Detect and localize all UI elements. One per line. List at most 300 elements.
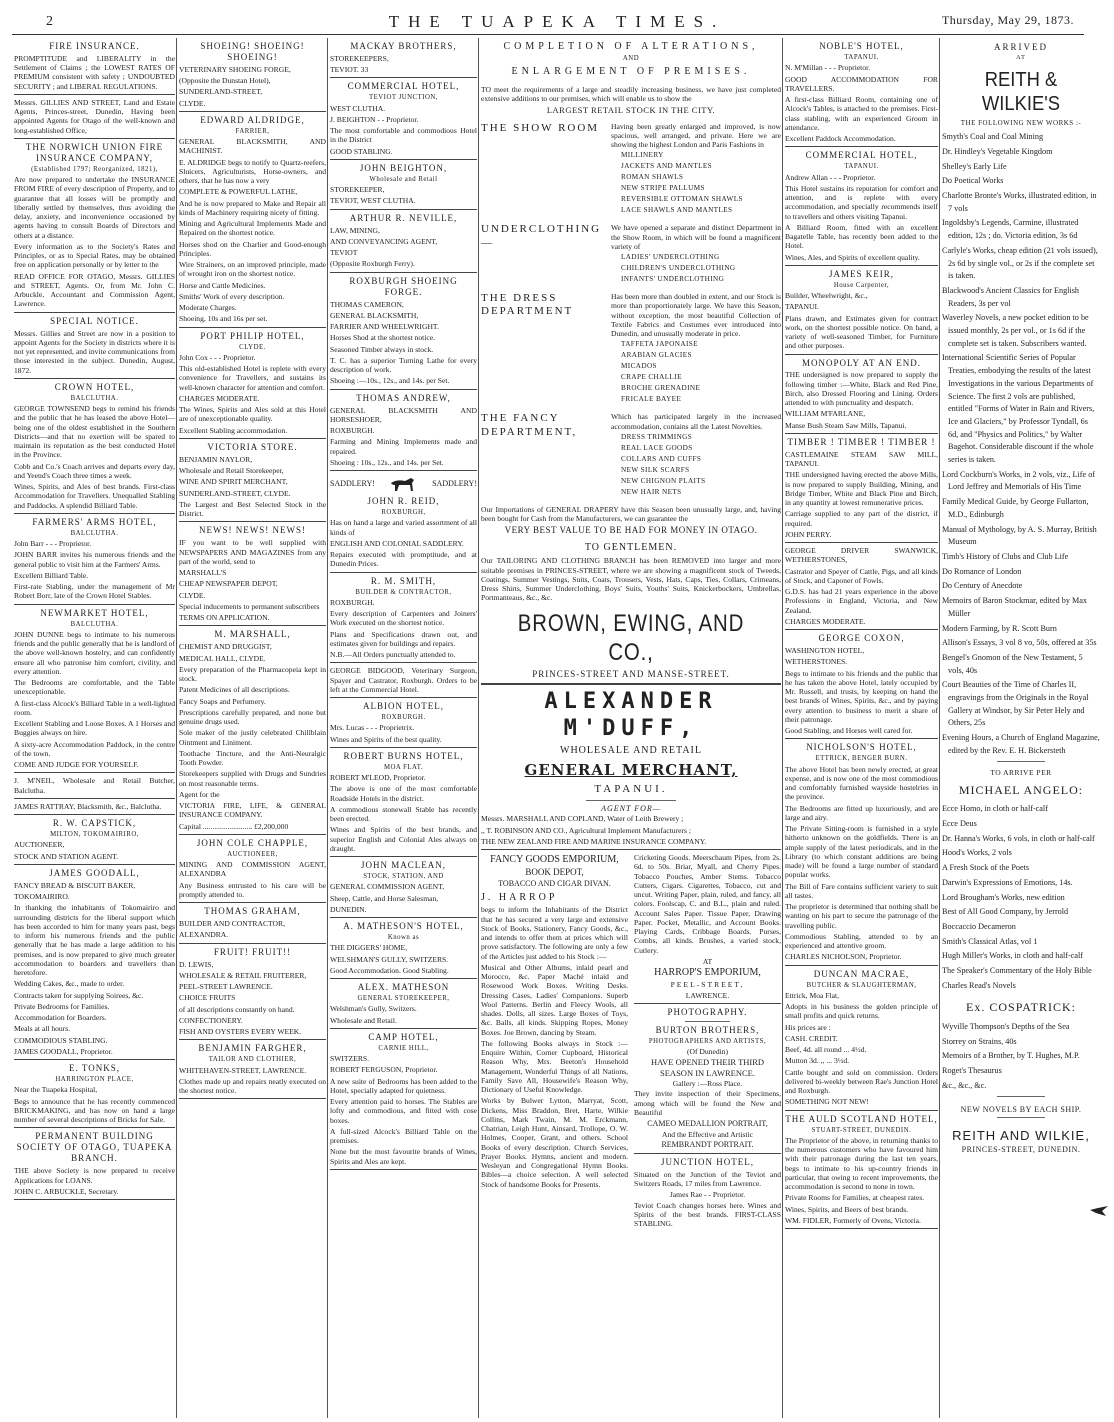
ad-subheading: HARRINGTON PLACE, <box>55 1076 134 1084</box>
junction-proprietor: James Rae - - Proprietor. <box>669 1190 746 1200</box>
department-item: JACKETS AND MANTLES <box>621 162 713 171</box>
divider <box>14 94 175 95</box>
ad-text: MINING AND COMMISSION AGENT, ALEXANDRA <box>179 860 326 879</box>
ad-subheading: BALCLUTHA. <box>70 394 119 402</box>
ad-text: Storekeepers supplied with Drugs and Sundries on most reasonable terms. <box>179 769 326 788</box>
ad-text: Private Rooms for Families, at cheapest rates. <box>785 1193 925 1203</box>
ad-text: Horses shod on the Charlier and Good-enough Principles. <box>179 239 326 258</box>
advertisement <box>785 41 938 143</box>
divider <box>785 629 938 630</box>
book-item: Family Medical Guide, by George Fullarton, M.D., Edinburgh <box>942 497 1089 519</box>
advertisement <box>330 1032 477 1166</box>
divider <box>785 738 938 739</box>
ad-text: Good Accommodation. Good Stabling. <box>330 965 449 975</box>
advertisement <box>14 818 175 861</box>
divider <box>481 849 781 850</box>
ad-text: The Private Sitting-room is furnished in a style hitherto unknown on the goldfields. There is an ample supply of the latest periodicals, and in the Library (to which constant additions are being made) will be found a large number of standard popular works. <box>785 824 938 880</box>
ad-heading: MONOPOLY AT AN END. <box>801 357 922 368</box>
column-rule <box>939 38 940 1418</box>
divider <box>330 572 477 573</box>
ad-text: This Hotel sustains its reputation for comfort and attention, and is replete with every accommodation, and specially recommends itself to travellers and others visiting Tapanui. <box>785 183 938 221</box>
ad-text: THE above Society is now prepared to receive Applications for LOANS. <box>14 1166 175 1185</box>
department-item: NEW CHIGNON PLAITS <box>621 476 706 485</box>
ad-text: AUCTIONEER, <box>14 840 65 850</box>
department <box>481 292 781 406</box>
book-item: Hood's Works, 2 vols <box>942 848 1012 858</box>
department-item: COLLARS AND CUFFS <box>621 454 702 463</box>
department-item: REAL LACE GOODS <box>621 443 693 452</box>
book-item: Wyville Thompson's Depths of the Sea <box>942 1022 1070 1032</box>
ad-text: Ettrick, Moa Flat, <box>785 990 839 1000</box>
ad-text: CHARLES NICHOLSON, Proprietor. <box>785 952 902 962</box>
ad-heading: M. MARSHALL, <box>214 629 291 640</box>
general-merchant-heading: GENERAL MERCHANT, <box>524 761 738 780</box>
divider <box>179 625 326 626</box>
ad-text: The proprietor is determined that nothing shall be wanting on his part to secure the patronage of the travelling public. <box>785 902 938 930</box>
book-depot-heading: BOOK DEPOT, <box>525 867 584 878</box>
ad-text: WASHINGTON HOTEL, <box>785 646 865 656</box>
ad-subheading: CLYDE. <box>239 343 266 351</box>
divider <box>785 542 938 543</box>
ad-text: Capital .......................... £2,200,000 <box>179 821 289 831</box>
department-item: DRESS TRIMMINGS <box>621 432 693 441</box>
ad-subheading: ETTRICK, BENGER BURN. <box>815 755 908 763</box>
divider <box>330 662 477 663</box>
harrop-books-stock: The following Books always in Stock :—Enquire Within, Corner Cupboard, Historical Reason Why, Mrs. Beeton's Household Management, Wonderful Things of all Nations, Family Save All, Housewife's Reason Why, Dictionary of Useful Knowledge. <box>481 1038 628 1095</box>
ad-text: LAW, MINING, <box>330 225 380 235</box>
column-3 <box>330 38 477 1420</box>
ad-text: MARSHALL'S <box>179 568 227 578</box>
divider <box>14 513 175 514</box>
ad-heading: R. M. SMITH, <box>370 575 437 586</box>
ad-text: A full-sized Alcock's Billiard Table on the premises. <box>330 1126 477 1146</box>
department-text: We have opened a separate and distinct Department in the Show Room, in which will be found a magnificent variety of <box>611 223 781 251</box>
harrop-name: J. HARROP <box>481 892 558 904</box>
tailoring-paragraph: Our TAILORING AND CLOTHING BRANCH has been REMOVED into larger and more suitable premises in PRINCES-STREET, where we are showing a magnificent stock of Tweeds, Coatings, Summer Vestings, Suits, Coats, Trousers, Vests, Hats, Caps, Ties, Collars, Crimeans, Dress Shirts, Summer Underclothing, Boys' Suits, Youths' Suits, Knickerbockers, Umbrellas, Portmanteaus, &c., &c. <box>481 556 781 603</box>
ad-text: CASH. CREDIT. <box>785 1033 838 1043</box>
ad-text: Smiths' Work of every description. <box>179 291 285 301</box>
ship-cospatrick: Ex. COSPATRICK: <box>966 1000 1076 1015</box>
divider <box>179 111 326 112</box>
divider <box>330 209 477 210</box>
advertisement <box>330 276 477 386</box>
divider <box>785 433 938 434</box>
ad-text: Excellent Stabling and Loose Boxes. A 1 Horses and Buggies always on hire. <box>14 719 175 738</box>
book-item: Lord Cockburn's Works, in 2 vols, viz., Life of Lord Jeffrey and Memorials of His Time <box>942 469 1096 492</box>
mduff-town: TAPANUI. <box>594 783 668 796</box>
ad-text: Are now prepared to undertake the INSURANCE FROM FIRE of every description of Property, and to guarantee that all losses will be promptly and liberally settled by themselves, thus avoiding the delay, anxiety, and inconvenience occasioned by agents having to consult Boards of Directors and others at a distance. <box>14 175 175 240</box>
ad-heading: THE NORWICH UNION FIRE INSURANCE COMPANY, <box>25 141 164 163</box>
brown-ewing-name: BROWN, EWING, AND CO., <box>517 609 745 666</box>
ad-text: Every description of Carpenters and Joiners' Work executed on the shortest notice. <box>330 609 477 628</box>
ad-heading: TIMBER ! TIMBER ! TIMBER ! <box>787 436 936 447</box>
ad-text: JOHN C. ARBUCKLE, Secretary. <box>14 1186 119 1196</box>
ad-text: TERMS ON APPLICATION. <box>179 613 270 623</box>
ad-text: FARRIER AND WHEELWRIGHT. <box>330 322 439 332</box>
ad-subheading: BALCLUTHA. <box>70 620 119 628</box>
book-item: A Fresh Stock of the Poets <box>942 863 1030 873</box>
department-item: LACE SHAWLS AND MANTLES <box>621 206 733 215</box>
ad-text: STOREKEEPER, <box>330 185 385 195</box>
ad-text: FANCY BREAD & BISCUIT BAKER, <box>14 880 136 890</box>
ad-text: JOHN PERRY. <box>785 529 832 539</box>
ad-text: WEST CLUTHA. <box>330 103 386 113</box>
column-1 <box>14 38 175 1420</box>
book-item: Charles Read's Novels <box>942 980 1016 990</box>
department-item: CHILDREN'S UNDERCLOTHING <box>621 264 736 273</box>
ad-heading: DUNCAN MACRAE, <box>813 968 910 979</box>
ad-text: STOREKEEPERS, <box>330 53 389 63</box>
department-text: Having been greatly enlarged and improved, is now spacious, well arranged, and private. Here we are showing the highest London and Paris Fashions in <box>611 121 781 150</box>
department <box>481 223 781 286</box>
ad-text: of all descriptions constantly on hand. <box>179 1004 295 1014</box>
ad-text: Excellent Stabling accommodation. <box>179 425 288 435</box>
divider <box>179 1039 326 1040</box>
department-item: INFANTS' UNDERCLOTHING <box>621 275 725 284</box>
ad-text: SUNDERLAND-STREET, CLYDE. <box>179 488 291 498</box>
ad-heading: SHOEING! SHOEING! SHOEING! <box>200 41 305 62</box>
agencies-list <box>481 814 781 846</box>
advertisement <box>14 142 175 309</box>
ad-text: Wines, Spirits, and Ales of best brands. First-class Accommodation for Travellers. Unequalled Stabling and Paddocks. A splendid Billiard Table. <box>14 482 175 510</box>
best-value-line: VERY BEST VALUE TO BE HAD FOR MONEY IN OTAGO. <box>504 525 758 536</box>
headline: ENLARGEMENT OF PREMISES. <box>511 66 751 78</box>
ad-text: Mrs. Lucas - - - Proprietrix. <box>330 723 415 733</box>
ad-text: CLYDE. <box>179 98 206 108</box>
ad-text: The Largest and Best Selected Stock in the District. <box>179 499 326 519</box>
department-item: MICADOS <box>621 362 657 371</box>
agency-line: Messrs. MARSHALL AND COPLAND, Water of Leith Brewery ; <box>481 814 684 824</box>
book-item: Carlyle's Works, cheap edition (21 vols issued), 2s 6d by single vol., or 2s if the complete set is taken. <box>942 245 1098 281</box>
gentlemen-heading: TO GENTLEMEN. <box>584 542 678 554</box>
ad-heading: VICTORIA STORE. <box>207 441 298 452</box>
ad-text: Carriage supplied to any part of the district, if required. <box>785 509 938 528</box>
divider <box>330 272 477 273</box>
advertisement <box>330 163 477 206</box>
book-item: Ingoldsby's Legends, Carmine, illustrated edition, 12s ; do. Victoria edition, 3s 6d <box>942 218 1079 241</box>
ad-subheading: STUART-STREET, DUNEDIN. <box>811 1126 912 1134</box>
ad-text: GENERAL COMMISSION AGENT, <box>330 882 445 892</box>
advertisement <box>785 358 938 430</box>
department-item: ARABIAN GLACIES <box>621 351 692 360</box>
department-item: NEW SILK SCARFS <box>621 465 690 474</box>
ad-text: THE undersigned is now prepared to supply the following timber :—White, Black and Red Pine, Birch, also Dressed Flooring and Lining. Orders attended to with punctuality and despatch. <box>785 370 938 408</box>
ad-heading: JOHN MACLEAN, <box>361 860 446 871</box>
ad-text: CHARGES MODERATE. <box>785 616 866 626</box>
arrived-label: ARRIVED <box>994 42 1048 52</box>
column-5 <box>785 38 938 1420</box>
advertisement <box>330 41 477 74</box>
ad-text: None but the most favourite brands of Wines, Spirits and Ales are kept. <box>330 1147 477 1166</box>
advertisement <box>785 969 938 1107</box>
divider <box>634 1153 781 1154</box>
ad-text: Horse and Cattle Medicines. <box>179 280 266 290</box>
divider <box>14 604 175 605</box>
ad-text: AND CONVEYANCING AGENT, <box>330 236 438 246</box>
department-label: THE DRESS DEPARTMENT <box>481 292 574 318</box>
book-item: Best of All Good Company, by Jerrold <box>942 907 1069 917</box>
advertisement <box>14 868 175 1056</box>
ad-heading: BENJAMIN FARGHER, <box>198 1043 307 1054</box>
ad-text: Cattle bought and sold on commission. Orders delivered bi-weekly between Rae's Junction Hotel and Roxburgh. <box>785 1067 938 1096</box>
ad-text: THE DIGGERS' HOME, <box>330 943 408 953</box>
ad-subheading: GENERAL STOREKEEPER, <box>357 995 450 1003</box>
book-item: Hugh Miller's Works, in cloth and half-calf <box>942 951 1083 961</box>
ad-text: (Opposite Roxburgh Ferry). <box>330 259 415 269</box>
divider <box>14 814 175 815</box>
ad-text: JAMES GOODALL, Proprietor. <box>14 1046 113 1056</box>
importations-paragraph: Our Importations of GENERAL DRAPERY have this Season been unusually large, and, having been bought for Cash from the Manufacturers, we can guarantee the <box>481 504 781 524</box>
ad-text: Any Business entrusted to his care will be promptly attended to. <box>179 880 326 899</box>
ad-heading: FIRE INSURANCE. <box>49 41 140 51</box>
divider <box>785 1228 938 1229</box>
ad-text: GOOD ACCOMMODATION FOR TRAVELLERS. <box>785 74 938 93</box>
ad-text: First-rate Stabling, under the management of Mr Robert Borr, late of the Crown Hotel Stables. <box>14 582 175 601</box>
ad-heading: CAMP HOTEL, <box>368 1031 439 1042</box>
book-item: Waverley Novels, a new pocket edition to be issued monthly, 2s per vol., or 1s 6d if the complete set is taken. Subscribers wanted. <box>942 313 1089 348</box>
ad-text: Wholesale and Retail Storekeeper, <box>179 466 284 476</box>
mduff-name: ALEXANDER M'DUFF, <box>544 689 718 741</box>
ad-subheading: TAPANUI. <box>844 53 879 61</box>
ad-text: BENJAMIN NAYLOR, <box>179 454 253 464</box>
ad-text: WINE AND SPIRIT MERCHANT, <box>179 477 288 487</box>
horse-icon <box>387 475 421 493</box>
advertisement <box>785 546 938 626</box>
book-item: &c., &c., &c. <box>942 1080 987 1090</box>
department-body <box>611 223 781 286</box>
ad-text: His prices are : <box>785 1022 831 1032</box>
ad-heading: JOHN BEIGHTON, <box>359 162 448 173</box>
departments <box>481 122 781 499</box>
column-2 <box>179 38 326 1420</box>
ad-text: COMPLETE & POWERFUL LATHE, <box>179 187 298 197</box>
department-body <box>611 122 781 218</box>
divider <box>330 978 477 979</box>
ad-heading: PERMANENT BUILDING SOCIETY OF OTAGO, TUAPEKA BRANCH. <box>16 1131 173 1164</box>
ad-text: SUNDERLAND-STREET, <box>179 87 263 97</box>
ad-text: Meals at all hours. <box>14 1024 71 1034</box>
ad-text: John Barr - - - Proprietor. <box>14 539 92 549</box>
ad-text: Wines and Spirits of the best quality. <box>330 734 442 744</box>
divider <box>14 312 175 313</box>
advertisement <box>785 742 938 961</box>
ad-text: PROMPTITUDE and LIBERALITY in the Settlement of Claims ; the LOWEST RATES OF PREMIUM consistent with safety ; UNDOUBTED SECURITY ; and LIBERAL REGULATIONS. <box>14 53 175 91</box>
ad-text: The Bill of Fare contains sufficient variety to suit all tastes. <box>785 881 938 900</box>
divider <box>14 864 175 865</box>
ad-text: N.B.—All Orders punctually attended to. <box>330 650 456 660</box>
ad-text: GENERAL BLACKSMITH, <box>330 310 419 320</box>
ad-text: CHEMIST AND DRUGGIST, <box>179 642 272 652</box>
ad-text: Farming and Mining Implements made and repaired. <box>330 437 477 456</box>
masthead-rule <box>12 34 1084 35</box>
ad-heading: ALEX. MATHESON <box>357 982 450 993</box>
ad-text: Wines, Ales, and Spirits of excellent quality. <box>785 252 920 262</box>
ad-text: TEVIOT. 33 <box>330 65 369 75</box>
column-6-reith-wilkie <box>942 38 1100 1420</box>
book-item: Lord Brougham's Works, new edition <box>942 892 1065 902</box>
ad-text: ROBERT M'LEOD, Proprietor. <box>330 773 426 783</box>
ad-heading: E. TONKS, <box>69 1063 120 1074</box>
ad-text: Wines, Spirits, and Beers of best brands. <box>785 1204 909 1214</box>
ad-subheading: AUCTIONEER, <box>227 850 278 858</box>
department-body <box>611 412 781 499</box>
divider <box>997 761 1044 762</box>
book-item: Roget's Thesaurus <box>942 1066 1002 1076</box>
advertisement <box>330 576 477 660</box>
ad-heading: NEWS! NEWS! NEWS! <box>199 525 306 536</box>
ad-text: Begs to intimate to his friends and the public that he has taken the above Hotel, lately occupied by Mr. Russell, and trusts, by keeping on hand the best brands of Wines, Spirits, &c., and by paying every attention to business to merit a share of their patronage. <box>785 668 938 724</box>
book-item: International Scientific Series of Popular Treaties, embodying the results of the latest Investigations in the various Departments of Science. The first 2 vols are published, entitled "Forms of Water in Rain and Rivers, Ice and Glaciers," by Professor Tyndall, 6s 6d, and "Physics and Politics," by Walter Bagehot. Considerable discount if the whole series is taken. <box>942 353 1095 465</box>
burton-heading: BURTON BROTHERS, <box>655 1024 760 1035</box>
ad-text: This old-established Hotel is replete with every convenience for Travellers, and sustains its well-known character for attention and comfort. <box>179 364 326 392</box>
advertisement <box>785 269 938 351</box>
ad-text: Manse Bush Steam Saw Mills, Tapanui. <box>785 420 907 430</box>
brown-ewing-advertisement <box>481 41 781 680</box>
ad-text: Special inducements to permanent subscribers <box>179 601 320 611</box>
divider <box>179 327 326 328</box>
book-item: Smith's Classical Atlas, vol 1 <box>942 936 1038 946</box>
divider <box>14 378 175 379</box>
intro-paragraph: TO meet the requirements of a large and steadily increasing business, we have just completed extensive additions to our premises, which will enable us to show the <box>481 84 781 103</box>
department-item: ROMAN SHAWLS <box>621 173 684 182</box>
agency-line: ,, T. ROBINSON AND CO., Agricultural Implement Manufacturers ; <box>481 825 691 835</box>
ad-text: GEORGE BIDGOOD, Veterinary Surgeon, Spayer and Castrator, Roxburgh. Orders to be left at the Commercial Hotel. <box>330 666 477 694</box>
ad-text: SOMETHING NOT NEW! <box>785 1097 869 1107</box>
ad-text: TEVIOT <box>330 248 358 258</box>
book-list-michael-angelo <box>942 803 1100 992</box>
book-item: Evening Hours, a Church of England Magazine, edited by the Rev. E. H. Bickersteth <box>942 733 1100 755</box>
department-item: MILLINERY <box>621 151 664 160</box>
ad-text: GOOD STABLING. <box>330 146 393 156</box>
advertisement <box>14 382 175 510</box>
ad-text: MEDICAL HALL, CLYDE. <box>179 653 266 663</box>
divider <box>330 470 477 471</box>
newspaper-title: THE TUAPEKA TIMES. <box>388 12 726 31</box>
ad-heading: A. MATHESON'S HOTEL, <box>343 921 464 932</box>
tobacco-heading: TOBACCO AND CIGAR DIVAN. <box>498 879 611 889</box>
headline-connector: AND <box>622 55 640 63</box>
book-item: Ecce Deus <box>942 819 977 829</box>
department-item: CRAPE CHALLIE <box>621 373 682 382</box>
ad-text: A first-class Alcock's Billiard Table in a well-lighted room. <box>14 698 175 717</box>
ad-text: Mutton 3d. ,, ... 3½d. <box>785 1056 850 1066</box>
rembrandt-prefix: And the Effective and Artistic <box>662 1129 753 1139</box>
harrop-left-column <box>481 853 628 1230</box>
burton-season: HAVE OPENED THEIR THIRD SEASON IN LAWRENCE. <box>650 1057 765 1078</box>
ad-text: SWITZERS. <box>330 1054 370 1064</box>
saddlery-banner <box>330 475 477 493</box>
ad-text: The above is one of the most comfortable Roadside Hotels in the district. <box>330 784 477 803</box>
advertisement <box>179 115 326 324</box>
brown-ewing-address: PRINCES-STREET AND MANSE-STREET. <box>532 669 730 680</box>
book-item: Manual of Mythology, by A. S. Murray, British Museum <box>942 524 1097 547</box>
ad-text: Andrew Allan - - - Proprietor. <box>785 172 876 182</box>
ad-text: CHEAP NEWSPAPER DEPOT, <box>179 579 278 589</box>
divider <box>179 521 326 522</box>
ad-text: JAMES RATTRAY, Blacksmith, &c., Balclutha. <box>14 801 162 811</box>
ad-text: WILLIAM M'FARLANE, <box>785 409 866 419</box>
burton-origin: (Of Dunedin) <box>686 1047 729 1057</box>
book-item: Darwin's Expressions of Emotions, 14s. <box>942 877 1073 887</box>
book-item: Memoirs of a Brother, by T. Hughes, M.P. <box>942 1051 1080 1061</box>
column-rule <box>176 38 177 1418</box>
ad-subheading: CARNIE HILL, <box>378 1044 429 1052</box>
ad-text: Wedding Cakes, &c., made to order. <box>14 979 125 989</box>
book-item: Shelley's Early Life <box>942 161 1007 171</box>
ad-heading: EDWARD ALDRIDGE, <box>200 114 305 125</box>
ad-text: E. ALDRIDGE begs to notify to Quartz-reefers, Sluicers, Agriculturists, Horse-owners, and others, that he has now a very <box>179 157 326 186</box>
ad-text: COMMODIOUS STABLING. <box>14 1035 108 1045</box>
ad-subheading: BUILDER & CONTRACTOR, <box>355 588 452 596</box>
ad-text: CLYDE. <box>179 590 206 600</box>
agent-for-label: AGENT FOR— <box>601 803 661 813</box>
mduff-subtitle: WHOLESALE AND RETAIL <box>560 744 702 756</box>
advertisement <box>330 921 477 975</box>
book-item: Dr. Hanna's Works, 6 vols, in cloth or half-calf <box>942 833 1095 843</box>
advertisement <box>14 1063 175 1124</box>
ad-text: Accommodation for Boarders. <box>14 1013 107 1023</box>
ad-heading: JAMES GOODALL, <box>49 867 140 878</box>
ad-text: ROXBURGH. <box>330 597 375 607</box>
department-item: NEW STRIPE PALLUMS <box>621 184 705 193</box>
divider <box>481 683 781 685</box>
ad-heading: THOMAS GRAHAM, <box>204 906 301 917</box>
ad-heading: NICHOLSON'S HOTEL, <box>806 742 917 753</box>
ad-subheading: BUTCHER & SLAUGHTERMAN, <box>806 981 917 989</box>
photography-heading: PHOTOGRAPHY. <box>667 1006 748 1017</box>
book-item: Ecce Homo, in cloth or half-calf <box>942 804 1048 814</box>
ad-heading: GEORGE COXON, <box>818 633 905 644</box>
book-item: Charlotte Bronte's Works, illustrated edition, in 7 vols <box>942 191 1097 213</box>
ad-text: GENERAL BLACKSMITH AND HORSESHOER, <box>330 405 477 424</box>
harrop-town: LAWRENCE. <box>685 990 730 1000</box>
harrop-goods-list: Musical and Other Albums, inlaid pearl and Morocco, &c. Paper Maché inlaid and Rosewood Work Boxes. Writing Desks. Dressing Cases, Ladies' Companions. Superb Wool Patterns. Berlin and Fleecy Wools, all shades. Dolls, all sizes. Large Boxes of Toys, &c. Balls, all kinds. Skipping Ropes, Money Boxes. Joe Brown, dancing by Steam. <box>481 962 628 1037</box>
ad-text: WHOLESALE & RETAIL FRUITERER, <box>179 970 307 980</box>
advertisement <box>14 802 175 811</box>
ad-subheading: House Carpenter, <box>833 281 890 289</box>
book-item: Do Century of Anecdote <box>942 581 1023 591</box>
ad-text: A Billiard Room, fitted with an excellent Bagatelle Table, has recently been added to the Hotel. <box>785 222 938 251</box>
divider <box>785 354 938 355</box>
ad-subheading: ROXBURGH, <box>381 509 426 517</box>
ad-text: T. C. has a superior Turning Lathe for every description of work. <box>330 355 477 375</box>
book-item: Memoirs of Baron Stockmar, edited by Max Müller <box>942 596 1087 618</box>
divider <box>997 1096 1044 1097</box>
ad-text: Wines and Spirits of the best brands, and superior English and Colonial Ales always on draught. <box>330 825 477 853</box>
column-rule <box>327 38 328 1418</box>
divider <box>14 138 175 139</box>
fancy-goods-heading: FANCY GOODS EMPORIUM, <box>490 854 619 866</box>
at-label: AT <box>1016 53 1026 61</box>
ad-heading: R. W. CAPSTICK, <box>52 818 137 829</box>
burton-sub: PHOTOGRAPHERS AND ARTISTS, <box>648 1037 767 1045</box>
ad-text: Private Bedrooms for Families. <box>14 1001 110 1011</box>
advertisement <box>330 751 477 853</box>
ad-heading: ROXBURGH SHOEING FORGE. <box>349 275 458 297</box>
advertisement <box>330 475 477 569</box>
book-list-arrived <box>942 131 1100 757</box>
saddlery-label: SADDLERY! <box>330 479 375 489</box>
ad-text: TEVIOT, WEST CLUTHA. <box>330 196 416 206</box>
ad-heading: MACKAY BROTHERS, <box>350 41 457 51</box>
department-label: UNDERCLOTHING— <box>481 223 602 249</box>
ad-text: WM. FIDLER, Formerly of Ovens, Victoria. <box>785 1215 921 1225</box>
ad-heading: ARTHUR R. NEVILLE, <box>349 212 458 223</box>
advertisement <box>785 633 938 735</box>
ad-heading: ALBION HOTEL, <box>363 701 444 712</box>
ad-text: CONFECTIONERY. <box>179 1015 243 1025</box>
ad-text: WHITEHAVEN-STREET, LAWRENCE. <box>179 1065 307 1075</box>
